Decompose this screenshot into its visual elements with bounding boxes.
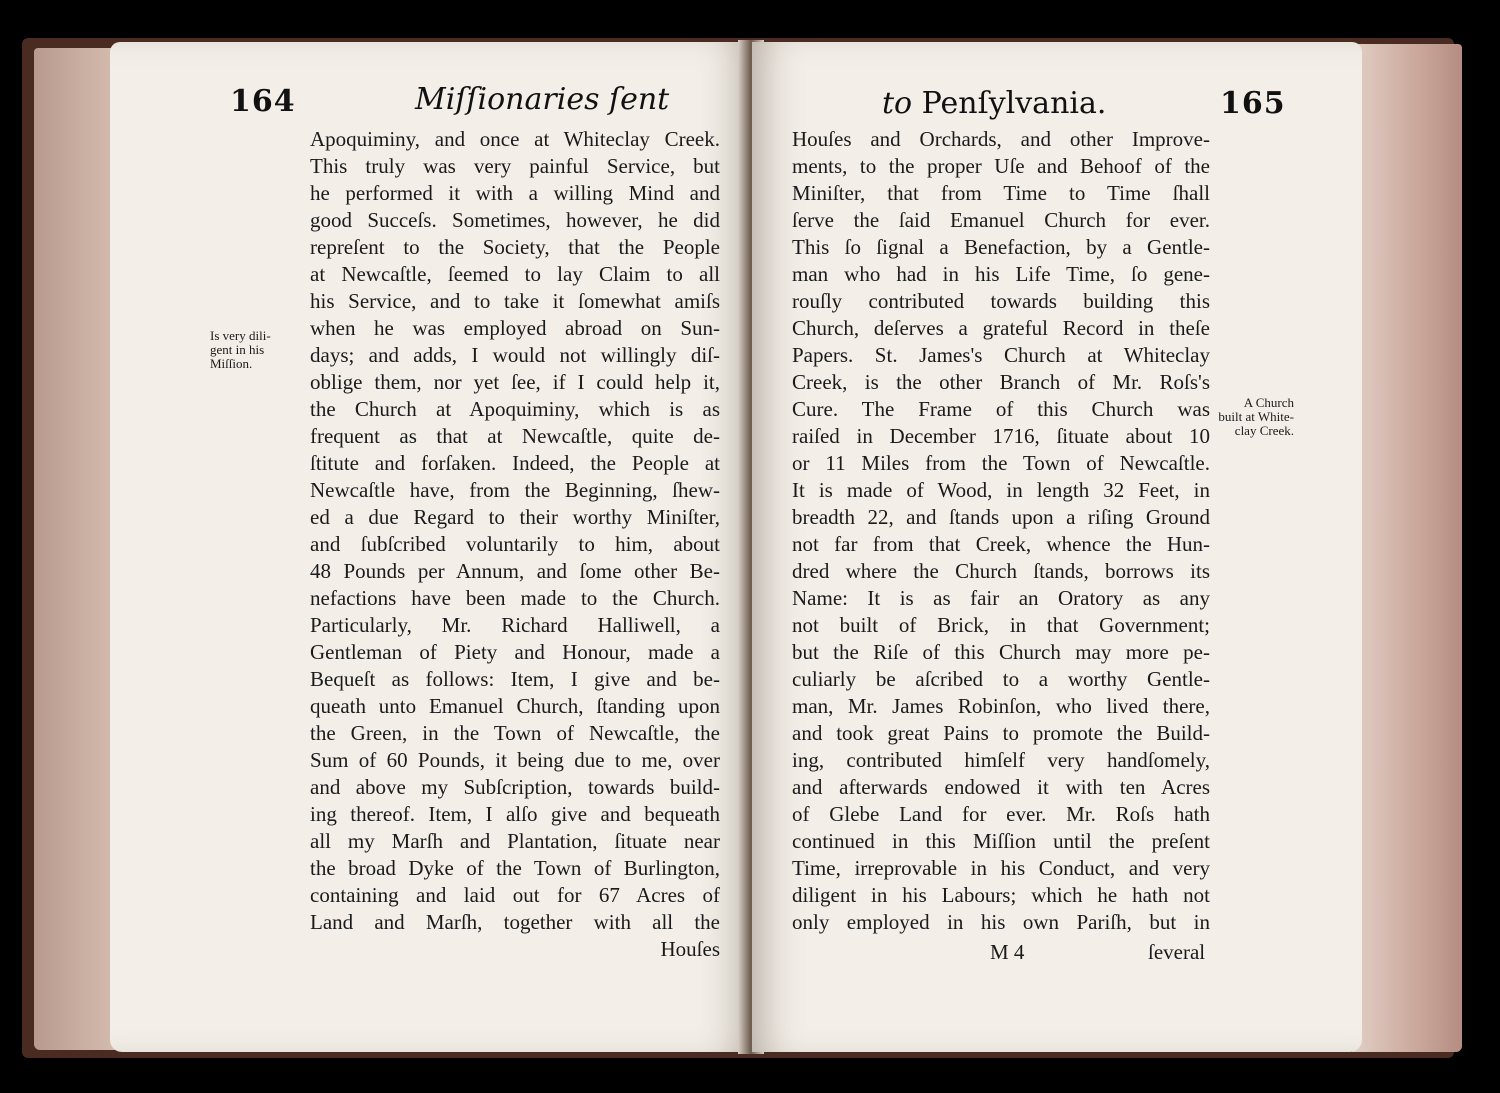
margin-note-left [210,329,290,371]
signature-mark: M 4 [990,940,1025,964]
text-line: days; and adds, I would not willingly diſ- [310,343,720,367]
text-line: Church, deſerves a grateful Record in theſe [792,316,1210,340]
text-line: ments, to the proper Uſe and Behoof of the [792,154,1210,178]
text-line: breadth 22, and ſtands upon a riſing Ground [792,505,1210,529]
text-line: he performed it with a willing Mind and [310,181,720,205]
page-edges-right [1352,44,1462,1052]
text-line: ſerve the ſaid Emanuel Church for ever. [792,208,1210,232]
text-line: Sum of 60 Pounds, it being due to me, over [310,748,720,772]
text-line: or 11 Miles from the Town of Newcaſtle. [792,451,1210,475]
text-line: continued in this Miſſion until the preſent [792,829,1210,853]
left-page-body [310,126,720,963]
text-line: all my Marſh and Plantation, ſituate near [310,829,720,853]
text-line: good Succeſs. Sometimes, however, he did [310,208,720,232]
text-line: Time, irreprovable in his Conduct, and very [792,856,1210,880]
running-head-left: Miſſionaries ſent [415,82,670,117]
text-line: Newcaſtle have, from the Beginning, ſhew- [310,478,720,502]
text-line: ing, contributed himſelf very handſomely, [792,748,1210,772]
right-page [752,42,1362,1052]
running-head-right-text: Penſylvania. [921,86,1107,121]
text-line: and above my Subſcription, towards build- [310,775,720,799]
text-line: This truly was very painful Service, but [310,154,720,178]
text-line: repreſent to the Society, that the People [310,235,720,259]
text-line: and took great Pains to promote the Build- [792,721,1210,745]
text-line: ed a due Regard to their worthy Miniſter, [310,505,720,529]
text-line: containing and laid out for 67 Acres of [310,883,720,907]
margin-note-line: built at White- [1218,409,1294,424]
text-line: culiarly be aſcribed to a worthy Gentle- [792,667,1210,691]
text-line: frequent as that at Newcaſtle, quite de- [310,424,720,448]
text-line: dred where the Church ſtands, borrows its [792,559,1210,583]
margin-note-line: gent in his [210,342,265,357]
running-head-right [882,86,1106,121]
text-line: at Newcaſtle, ſeemed to lay Claim to all [310,262,720,286]
page-number-right: 165 [1220,86,1286,121]
text-line: ing thereof. Item, I alſo give and bequeath [310,802,720,826]
right-page-body [792,126,1210,936]
text-line: and ſubſcribed voluntarily to him, about [310,532,720,556]
text-line: Apoquiminy, and once at Whiteclay Creek. [310,127,720,151]
text-line: only employed in his own Pariſh, but in [792,910,1210,934]
text-line: and afterwards endowed it with ten Acres [792,775,1210,799]
text-line: of Glebe Land for ever. Mr. Roſs hath [792,802,1210,826]
page-number-left: 164 [230,84,296,119]
text-line: queath unto Emanuel Church, ſtanding upon [310,694,720,718]
text-line: the Green, in the Town of Newcaſtle, the [310,721,720,745]
margin-note-line: A Church [1243,395,1294,410]
left-page [110,42,750,1052]
text-line: It is made of Wood, in length 32 Feet, in [792,478,1210,502]
text-line: Creek, is the other Branch of Mr. Roſs's [792,370,1210,394]
margin-note-line: Is very dili- [210,328,271,343]
text-line: Cure. The Frame of this Church was [792,397,1210,421]
margin-note-line: Miſſion. [210,356,253,371]
text-line: raiſed in December 1716, ſituate about 10 [792,424,1210,448]
text-line: Name: It is as fair an Oratory as any [792,586,1210,610]
text-line: rouſly contributed towards building this [792,289,1210,313]
text-line: Bequeſt as follows: Item, I give and be- [310,667,720,691]
text-line: Gentleman of Piety and Honour, made a [310,640,720,664]
text-line: not built of Brick, in that Government; [792,613,1210,637]
text-line: ſtitute and forſaken. Indeed, the People at [310,451,720,475]
catchword-right: ſeveral [1148,940,1206,964]
text-line: the broad Dyke of the Town of Burlington, [310,856,720,880]
text-line: man who had in his Life Time, ſo gene- [792,262,1210,286]
text-line: Miniſter, that from Time to Time ſhall [792,181,1210,205]
catchword-left: Houſes [660,937,720,961]
running-head-right-italic: to [882,86,913,121]
text-line: Papers. St. James's Church at Whiteclay [792,343,1210,367]
text-line: Particularly, Mr. Richard Halliwell, a [310,613,720,637]
text-line: oblige them, nor yet ſee, if I could help it, [310,370,720,394]
text-line: man, Mr. James Robinſon, who lived there, [792,694,1210,718]
text-line: This ſo ſignal a Benefaction, by a Gentle- [792,235,1210,259]
text-line: Houſes and Orchards, and other Improve- [792,127,1210,151]
text-line: the Church at Apoquiminy, which is as [310,397,720,421]
text-line: but the Riſe of this Church may more pe- [792,640,1210,664]
text-line: 48 Pounds per Annum, and ſome other Be- [310,559,720,583]
margin-note-line: clay Creek. [1234,423,1294,438]
margin-note-right [1214,396,1294,438]
text-line: diligent in his Labours; which he hath not [792,883,1210,907]
text-line: when he was employed abroad on Sun- [310,316,720,340]
text-line: his Service, and to take it ſomewhat amiſs [310,289,720,313]
text-line: Land and Marſh, together with all the [310,910,720,934]
text-line: not far from that Creek, whence the Hun- [792,532,1210,556]
text-line: nefactions have been made to the Church. [310,586,720,610]
